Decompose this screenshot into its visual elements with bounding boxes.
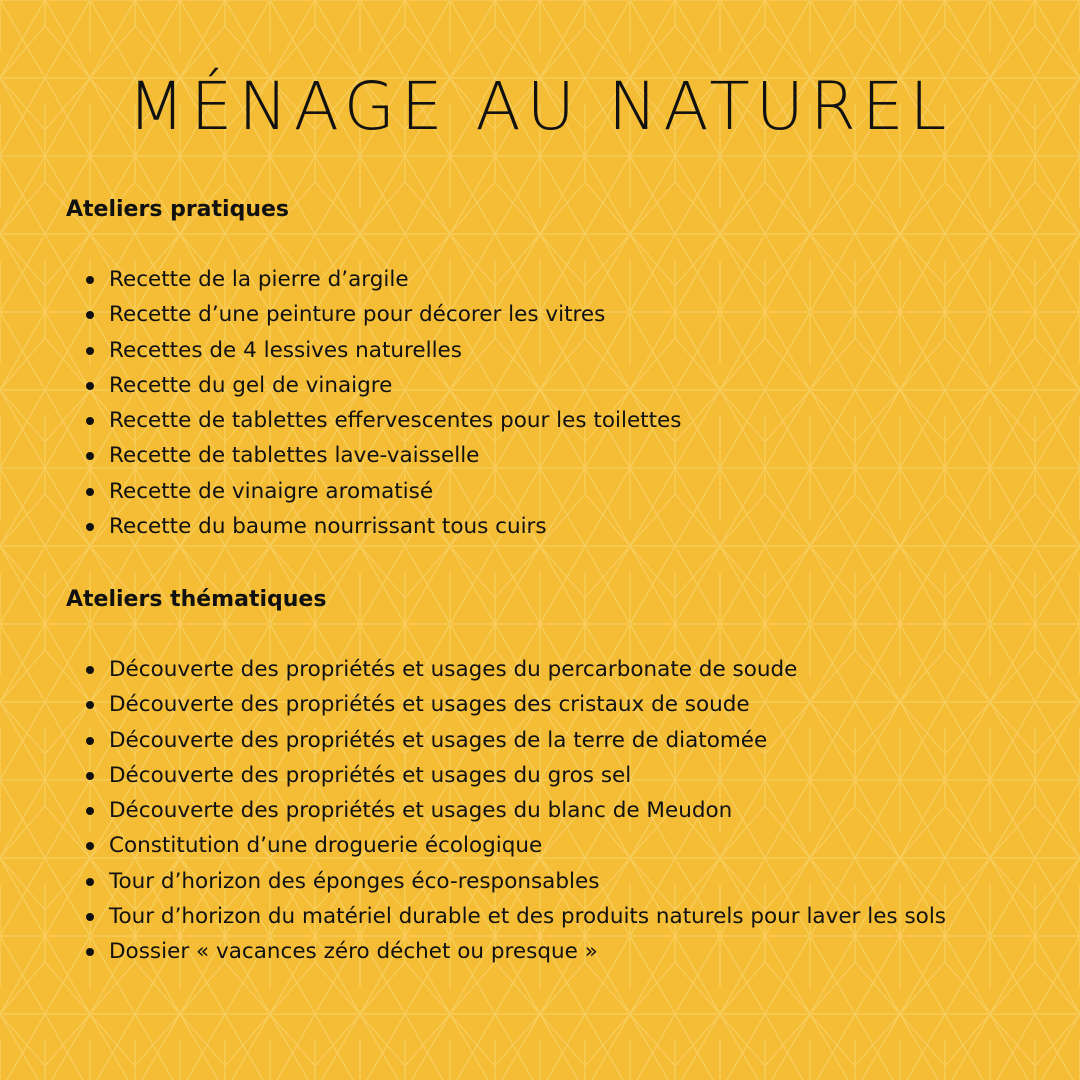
list-item: Découverte des propriétés et usages du blanc de Meudon bbox=[66, 793, 946, 828]
bullet-icon bbox=[86, 488, 94, 496]
bullet-icon bbox=[86, 417, 94, 425]
bullet-icon bbox=[86, 842, 94, 850]
list-ateliers-thematiques bbox=[66, 652, 946, 970]
list-item: Découverte des propriétés et usages des cristaux de soude bbox=[66, 687, 946, 722]
list-item: Découverte des propriétés et usages de la terre de diatomée bbox=[66, 723, 946, 758]
bullet-icon bbox=[86, 276, 94, 284]
bullet-icon bbox=[86, 666, 94, 674]
section-heading-ateliers-pratiques: Ateliers pratiques bbox=[66, 197, 289, 222]
list-item: Tour d’horizon des éponges éco-responsables bbox=[66, 864, 946, 899]
bullet-icon bbox=[86, 347, 94, 355]
list-item: Recette de tablettes effervescentes pour les toilettes bbox=[66, 403, 681, 438]
list-item: Tour d’horizon du matériel durable et des produits naturels pour laver les sols bbox=[66, 899, 946, 934]
bullet-icon bbox=[86, 807, 94, 815]
bullet-icon bbox=[86, 948, 94, 956]
list-item: Recette de vinaigre aromatisé bbox=[66, 474, 681, 509]
bullet-icon bbox=[86, 382, 94, 390]
bullet-icon bbox=[86, 772, 94, 780]
list-item: Recette de la pierre d’argile bbox=[66, 262, 681, 297]
bullet-icon bbox=[86, 523, 94, 531]
list-item: Recette de tablettes lave-vaisselle bbox=[66, 438, 681, 473]
list-item: Recette du gel de vinaigre bbox=[66, 368, 681, 403]
list-ateliers-pratiques bbox=[66, 262, 681, 544]
bullet-icon bbox=[86, 878, 94, 886]
list-item: Constitution d’une droguerie écologique bbox=[66, 828, 946, 863]
page-title: MÉNAGE AU NATUREL bbox=[127, 68, 953, 145]
bullet-icon bbox=[86, 701, 94, 709]
list-item: Découverte des propriétés et usages du percarbonate de soude bbox=[66, 652, 946, 687]
list-item: Recette d’une peinture pour décorer les vitres bbox=[66, 297, 681, 332]
bullet-icon bbox=[86, 913, 94, 921]
bullet-icon bbox=[86, 452, 94, 460]
list-item: Dossier « vacances zéro déchet ou presque » bbox=[66, 934, 946, 969]
bullet-icon bbox=[86, 737, 94, 745]
list-item: Recette du baume nourrissant tous cuirs bbox=[66, 509, 681, 544]
list-item: Recettes de 4 lessives naturelles bbox=[66, 333, 681, 368]
bullet-icon bbox=[86, 311, 94, 319]
list-item: Découverte des propriétés et usages du gros sel bbox=[66, 758, 946, 793]
section-heading-ateliers-thematiques: Ateliers thématiques bbox=[66, 587, 327, 612]
